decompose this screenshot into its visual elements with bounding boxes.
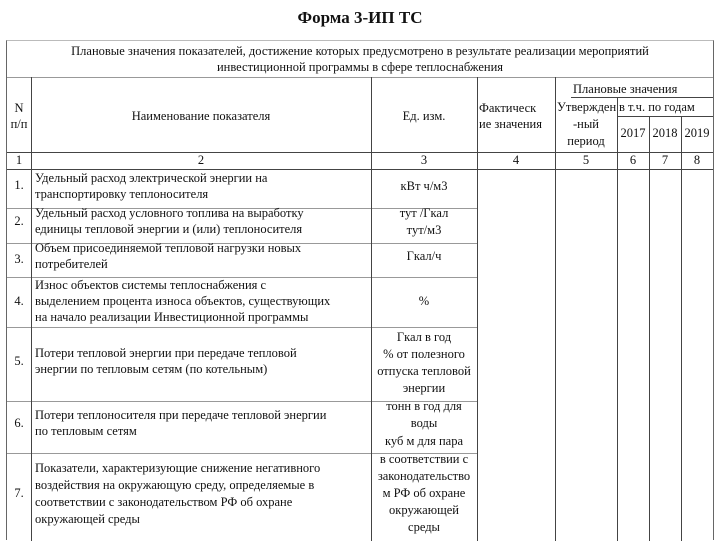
table-caption-line1: Плановые значения показателей, достижение которых предусмотрено в результате реализации мероприятий [71, 44, 649, 58]
row-name-line: Износ объектов системы теплоснабжения с [35, 278, 267, 292]
row-unit-line: окружающей [389, 503, 459, 517]
row-unit-line: тут /Гкал [399, 206, 449, 220]
row-number: 2. [14, 214, 24, 228]
header-unit: Ед. изм. [402, 109, 446, 123]
header-num-line1: N [14, 101, 24, 115]
column-number: 2 [197, 153, 205, 167]
row-unit-line: энергии [402, 381, 446, 395]
col-divider [649, 116, 650, 541]
row-name-line: соответствии с законодательством РФ об охране [35, 495, 293, 509]
col-divider [31, 77, 32, 541]
column-number: 3 [420, 153, 428, 167]
row-name-line: Потери тепловой энергии при передаче тепловой [35, 346, 297, 360]
row-number: 5. [14, 354, 24, 368]
row-unit-line: тонн в год для [386, 399, 462, 413]
row-unit-line: в соответствии с [379, 452, 469, 466]
row-unit-line: кВт ч/м3 [400, 179, 448, 193]
row-name-line: транспортировку теплоносителя [35, 187, 209, 201]
header-by-years: в т.ч. по годам [619, 100, 695, 114]
row-unit-line: куб м для пара [384, 434, 463, 448]
col-divider [477, 77, 478, 541]
col-divider [681, 116, 682, 541]
by-years-divider [617, 116, 713, 117]
row-divider [7, 327, 477, 328]
row-unit-line: Гкал в год [396, 330, 452, 344]
column-number: 5 [582, 153, 590, 167]
row-unit-line: воды [410, 416, 438, 430]
header-name: Наименование показателя [131, 109, 271, 123]
row-name-line: Показатели, характеризующие снижение негативного [35, 461, 321, 475]
row-name-line: Удельный расход электрической энергии на [35, 171, 268, 185]
row-unit-line: отпуска тепловой [377, 364, 471, 378]
row-name-line: потребителей [35, 257, 108, 271]
caption-divider [7, 77, 713, 78]
row-number: 4. [14, 294, 24, 308]
header-actual-line1: Фактическ [479, 101, 537, 115]
row-unit-line: Гкал/ч [406, 249, 442, 263]
column-number: 4 [512, 153, 520, 167]
form-title: Форма 3-ИП ТС [297, 8, 423, 27]
row-unit-line: % [418, 294, 430, 308]
numbers-divider [7, 169, 713, 170]
row-number: 3. [14, 252, 24, 266]
header-approved-line2: -ный [573, 117, 599, 131]
row-name-line: единицы тепловой энергии и (или) теплоносителя [35, 222, 303, 236]
column-number: 1 [15, 153, 23, 167]
row-unit-line: среды [408, 520, 440, 534]
row-name-line: по тепловым сетям [35, 424, 137, 438]
header-approved-line3: период [567, 134, 605, 148]
header-year-2017: 2017 [620, 126, 646, 140]
header-year-2018: 2018 [652, 126, 678, 140]
header-year-2019: 2019 [684, 126, 710, 140]
column-number: 7 [661, 153, 669, 167]
row-name-line: окружающей среды [35, 512, 140, 526]
row-number: 6. [14, 416, 24, 430]
header-approved-line1: Утвержден [557, 100, 617, 114]
header-num-line2: п/п [10, 117, 28, 131]
row-name-line: выделением процента износа объектов, существующих [35, 294, 331, 308]
row-unit-line: % от полезного [383, 347, 465, 361]
column-number: 6 [629, 153, 637, 167]
table-caption-line2: инвестиционной программы в сфере теплоснабжения [216, 60, 504, 74]
row-name-line: Потери теплоносителя при передаче тепловой энергии [35, 408, 327, 422]
row-name-line: Удельный расход условного топлива на выработку [35, 206, 304, 220]
row-unit-line: законодательство [377, 469, 471, 483]
column-number: 8 [693, 153, 701, 167]
row-number: 7. [14, 486, 24, 500]
row-unit-line: м РФ об охране [382, 486, 466, 500]
indicator-table [6, 40, 714, 540]
row-name-line: энергии по тепловым сетям (по котельным) [35, 362, 268, 376]
row-number: 1. [14, 178, 24, 192]
header-planned-group: Плановые значения [573, 82, 678, 96]
row-unit-line: тут/м3 [406, 223, 442, 237]
row-name-line: на начало реализации Инвестиционной программы [35, 310, 309, 324]
row-name-line: воздействия на окружающую среду, определяемые в [35, 478, 315, 492]
row-name-line: Объем присоединяемой тепловой нагрузки новых [35, 241, 302, 255]
header-actual-line2: ие значения [479, 117, 543, 131]
